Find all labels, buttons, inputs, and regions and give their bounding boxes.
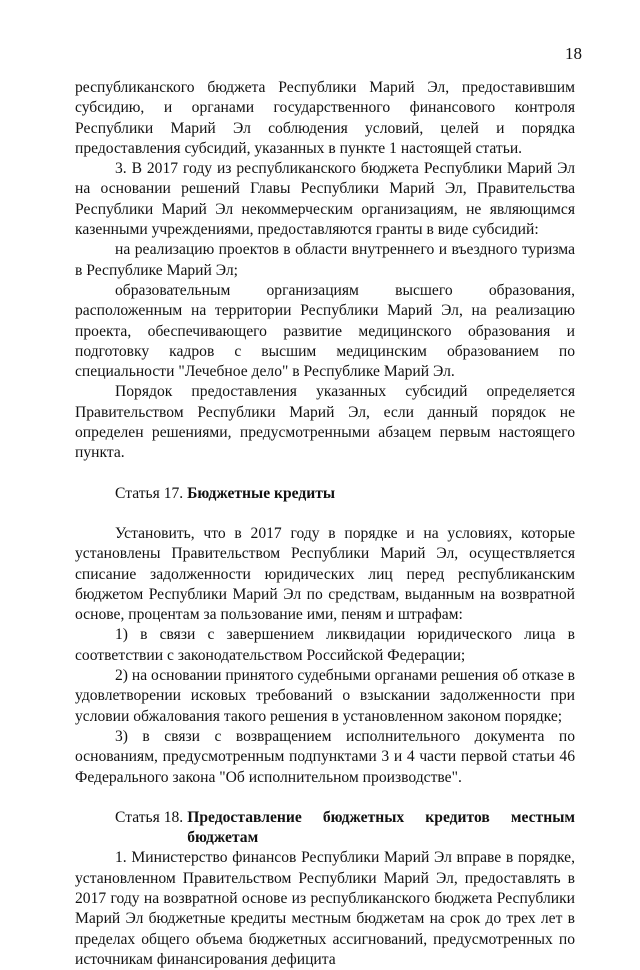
document-body <box>75 78 575 970</box>
article-18-heading <box>75 808 575 849</box>
article-17-number: Статья 17. <box>115 484 184 502</box>
paragraph-grants-procedure: Порядок предоставления указанных субсидий определяется Правительством Республики Марий Эл, если данный порядок не определен решениями, предусмотренными абзацем первым настоящего пункта. <box>75 383 575 462</box>
article-18-title: Предоставление бюджетных кредитов местным бюджетам <box>187 808 575 847</box>
article-17-item-3: 3) в связи с возвращением исполнительного документа по основаниям, предусмотренным подпунктами 3 и 4 части первой статьи 46 Федерального закона "Об исполнительном производстве". <box>75 727 575 786</box>
article-17-heading <box>75 484 575 504</box>
paragraph-continuation: республиканского бюджета Республики Марий Эл, предоставившим субсидию, и органами государственного финансового контроля Республики Марий Эл соблюдения условий, целей и порядка предоставления субсидий, указанных в пункте 1 настоящей статьи. <box>75 79 575 157</box>
article-17-item-1: 1) в связи с завершением ликвидации юридического лица в соответствии с законодательством Российской Федерации; <box>75 626 575 664</box>
article-18-paragraph-1: 1. Министерство финансов Республики Марий Эл вправе в порядке, установленном Правительством Республики Марий Эл, предоставлять в 2017 году на возвратной основе из республиканского бюджета Республики Марий Эл бюджетные кредиты местным бюджетам на срок до трех лет в пределах общего объема бюджетных ассигнований, предусмотренных по источникам финансирования дефицита <box>75 849 575 968</box>
paragraph-grants-intro: 3. В 2017 году из республиканского бюджета Республики Марий Эл на основании решений Главы Республики Марий Эл, Правительства Республики Марий Эл некоммерческим организациям, не являющимся казенными учреждениями, предоставляются гранты в виде субсидий: <box>75 160 575 239</box>
paragraph-grants-tourism: на реализацию проектов в области внутреннего и въездного туризма в Республике Марий Эл; <box>75 241 575 279</box>
paragraph-grants-education: образовательным организациям высшего образования, расположенным на территории Республики Марий Эл, на реализацию проекта, обеспечивающего развитие медицинского образования и подготовку кадров с высшим медицинским образованием по специальности "Лечебное дело" в Республике Марий Эл. <box>75 281 575 381</box>
article-17-title: Бюджетные кредиты <box>187 484 336 502</box>
article-17-paragraph-main: Установить, что в 2017 году в порядке и на условиях, которые установлены Правительством Республики Марий Эл, осуществляется списание задолженности юридических лиц перед республиканским бюджетом Республики Марий Эл по средствам, выданным на возвратной основе, процентам за пользование ими, пеням и штрафам: <box>75 524 575 624</box>
article-18-number: Статья 18. <box>115 808 184 826</box>
page-number: 18 <box>565 44 582 63</box>
article-17-item-2: 2) на основании принятого судебными органами решения об отказе в удовлетворении исковых требований о взыскании задолженности при условии обжалования такого решения в установленном законом порядке; <box>75 667 576 725</box>
